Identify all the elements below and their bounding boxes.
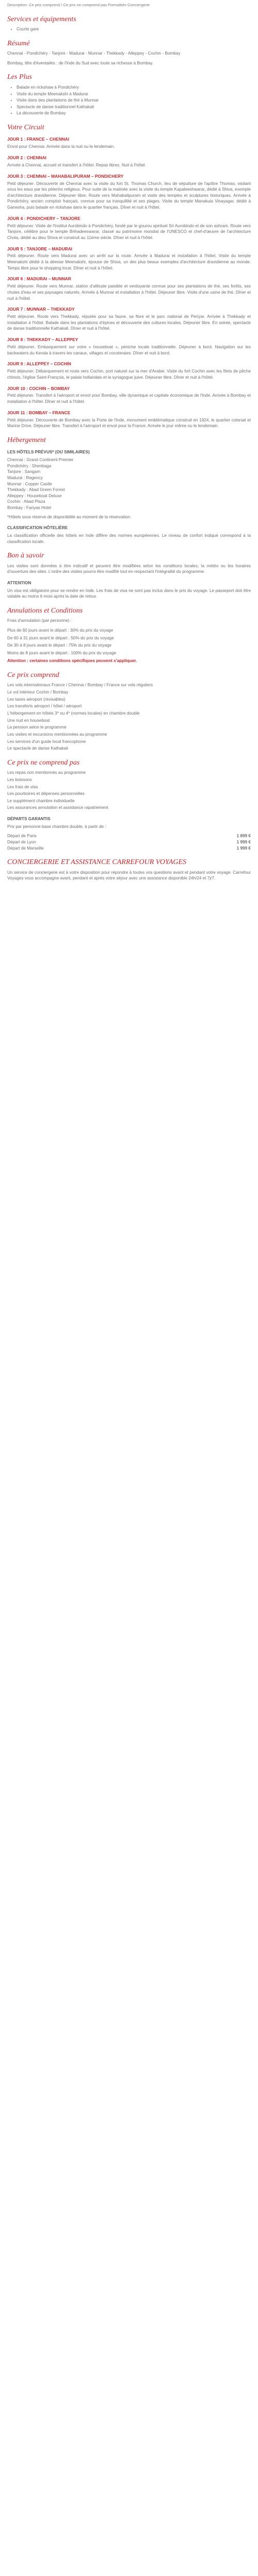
comprend-line: Une nuit en houseboat [7, 718, 50, 723]
annulation-line: Moins de 8 jours avant le départ : 100% du prix du voyage [7, 650, 117, 655]
day-desc: Petit déjeuner. Route vers Madurai avec un arrêt sur la route. Arrivée à Madurai et installation à l'hôtel. Visite du temple Meenakshi dédié à la déesse Meenakshi, épouse de Shiva, un des plus beaux exemples d'architecture dravidienne au monde. Temps libre pour le shopping local. Dîner et nuit à l'hôtel. [7, 253, 251, 270]
ne-comprend-line: Les pourboires et dépenses personnelles [7, 791, 85, 796]
annulation-line: De 60 à 31 jours avant le départ : 50% du prix du voyage [7, 635, 114, 640]
ne-comprend-list [7, 770, 251, 811]
bon-text: Les visites sont données à titre indicatif et peuvent être modifiées selon les conditions locales, la météo ou les horaires d'ouverture des sites. L'ordre des visites pourra être modifié tout en respectant l'intégralité du programme. [7, 563, 251, 574]
hotel-line: Bombay : Fariyas Hotel [7, 505, 52, 511]
price-row [7, 845, 251, 852]
attention-head: ATTENTION [7, 580, 31, 585]
hotel-line: Munnar : Copper Castle [7, 481, 52, 486]
circuit-title: Votre Circuit [7, 124, 44, 132]
conciergerie-text: Un service de conciergerie est à votre disposition pour répondre à toutes vos questions avant et pendant votre voyage. Carrefour Voyages vous accompagne avant, pendant et après votre séjour avec une assistance disponible 24h/24 et 7j/7. [7, 870, 251, 881]
resume-line: Bombay, tête d'éventailes : de l'Inde du Sud avec toute sa richesse à Bombay. [7, 60, 154, 65]
day-title: JOUR 10 : COCHIN – BOMBAY [7, 385, 70, 391]
ne-comprend-line: Les repas non mentionnés au programme [7, 770, 86, 775]
annulation-title: Annulations et Conditions [7, 606, 83, 615]
hotel-line: Madurai : Regency [7, 475, 43, 480]
ne-comprend-title: Ce prix ne comprend pas [7, 758, 80, 767]
day-desc: Petit déjeuner. Route vers Munnar, station d'altitude paisible et verdoyante connue pour ses plantations de thé, ses forêts, ses chutes d'eau et ses paysages naturels. Arrivée à Munnar et installation à l'hôtel. Déjeuner libre. Visite d'une usine de thé. Dîner et nuit à l'hôtel. [7, 284, 251, 301]
day-desc: Petit déjeuner. Route vers Thekkady, réputée pour sa faune, sa flore et le parc national de Periyar. Arrivée à Thekkady et installation à l'hôtel. Balade dans les plantations d'épices et découverte des cultures locales. Déjeuner libre. En soirée, spectacle de danse traditionnelle Kathakali. Dîner et nuit à l'hôtel. [7, 314, 251, 331]
attention-text: Un visa est obligatoire pour se rendre en Inde. Les frais de visa ne sont pas inclus dans le prix du voyage. Le passeport doit être valable au moins 6 mois après la date de retour. [7, 588, 251, 599]
comprend-line: Le vol intérieur Cochin / Bombay [7, 690, 69, 695]
services-title: Services et équipements [7, 15, 76, 23]
comprend-line: Les taxes aéroport (révisables) [7, 697, 66, 702]
day-desc: Petit déjeuner. Transfert à l'aéroport et envol pour Bombay, ville dynamique et capitale économique de l'Inde. Arrivée à Bombay et installation à l'hôtel. Dîner et nuit à l'hôtel. [7, 393, 251, 404]
price-row [7, 839, 251, 845]
day-title: JOUR 5 : TANJORE – MADURAI [7, 246, 72, 251]
comprend-line: Les vols internationaux France / Chennai / Bombay / France sur vols réguliers [7, 683, 153, 688]
ne-comprend-line: Les boissons [7, 777, 32, 782]
hotel-line: Cochin : Abad Plaza [7, 499, 45, 504]
comprend-line: Les transferts aéroport / hôtel / aéroport [7, 704, 82, 709]
price-value: 1 999 € [236, 845, 251, 851]
day-title: JOUR 4 : PONDICHERY – TANJORE [7, 215, 80, 221]
plus-item: • Visite dans des plantations de thé à Munnar [17, 97, 251, 104]
day-desc: Petit déjeuner. Découverte de Bombay avec la Porte de l'Inde, monument emblématique construit en 1924, le quartier colonial et Marine Drive. Déjeuner libre. Transfert à l'aéroport et envol pour la France. Arrivée le jour même ou le lendemain. [7, 417, 251, 429]
price-row [7, 833, 251, 839]
resume-title: Résumé [7, 39, 30, 47]
annulation-warning: Attention : certaines conditions spécifiques peuvent s'appliquer. [7, 658, 137, 664]
plus-title: Les Plus [7, 73, 32, 81]
plus-item: • Spectacle de danse traditionnel Kathakali [17, 104, 251, 110]
hotel-line: Pondichéry : Shenbaga [7, 463, 52, 468]
day-title: JOUR 3 : CHENNAI – MAHABALIPURAM – PONDICHERY [7, 173, 124, 179]
classification-head: CLASSIFICATION HÔTELIÈRE [7, 526, 68, 531]
resume-line: Chennai - Pondichéry - Tanjore - Madurai - Munnar - Thekkady - Alleppey - Cochin - Bombay [7, 51, 181, 56]
plus-item: • Balade en rickshaw à Pondichéry [17, 84, 251, 91]
annulation-list [7, 628, 251, 656]
hotels-note: *Hôtels sous réserve de disponibilité au moment de la réservation. [7, 514, 132, 519]
day-desc: Petit déjeuner. Embarquement sur votre « houseboat », péniche locale traditionnelle. Déjeuner à bord. Navigation sur les backwaters du Kerala à travers les canaux, villages et cocoteraies. Dîner et nuit à bord. [7, 345, 251, 355]
day-desc: Envol pour Chennai. Arrivée dans la nuit ou le lendemain. [7, 144, 115, 149]
day-desc: Petit déjeuner. Débarquement et route vers Cochin, port naturel sur la mer d'Arabie. Visite du fort Cochin avec les filets de pêche chinois, l'église Saint-François, le palais hollandais et la synagogue juive. Déjeuner libre. Dîner et nuit à l'hôtel. [7, 369, 251, 380]
comprend-line: Les services d'un guide local francophone [7, 739, 86, 744]
intro-text: Description: Ce prix comprend / Ce prix ne comprend pas Formalités Conciergerie [7, 3, 150, 7]
annulation-line: De 30 à 8 jours avant le départ : 75% du prix du voyage [7, 643, 112, 648]
price-note: Prix par personne base chambre double, à partir de : [7, 824, 106, 829]
price-label: Départ de Lyon [7, 840, 36, 845]
plus-item: • Visite du temple Meenakshi à Madurai [17, 91, 251, 97]
day-desc: Arrivée à Chennai, accueil et transfert à l'hôtel. Repas libres. Nuit à l'hôtel. [7, 162, 146, 167]
annulation-line: Plus de 60 jours avant le départ : 30% du prix du voyage [7, 628, 114, 633]
itinerary [7, 137, 251, 429]
comprend-line: Le spectacle de danse Kathakali [7, 746, 68, 751]
day-title: JOUR 2 : CHENNAI [7, 155, 46, 161]
hotels-head: LES HÔTELS PRÉVUS* (OU SIMILAIRES) [7, 450, 90, 455]
day-desc: Petit déjeuner. Visite de l'Institut Aurobindo à Pondichéry, fondé par le gourou spirituel Sri Aurobindo et de son ashram. Route vers Tanjore, célèbre pour le temple Brihadeeswarar, classé au patrimoine mondial de l'UNESCO et chef-d'œuvre de l'architecture Chola, dédié au dieu Shiva et construit au 11ème siècle. Dîner et nuit à l'hôtel. [7, 223, 251, 240]
bon-title: Bon à savoir [7, 552, 44, 560]
hotel-line: Tanjore : Sangam [7, 469, 41, 474]
comprend-list [7, 682, 251, 751]
day-title: JOUR 7 : MUNNAR – THEKKADY [7, 307, 75, 312]
hotel-line: Thekkady : Abad Green Forest [7, 487, 65, 493]
ne-comprend-line: Le supplément chambre individuelle [7, 798, 75, 803]
conciergerie-title: CONCIERGERIE ET ASSISTANCE CARREFOUR VOYAGES [7, 858, 187, 867]
day-title: JOUR 11 : BOMBAY – FRANCE [7, 410, 71, 415]
day-title: JOUR 1 : FRANCE – CHENNAI [7, 137, 70, 142]
comprend-title: Ce prix comprend [7, 671, 59, 680]
hebergement-title: Hébergement [7, 436, 46, 444]
comprend-line: Les visites et excursions mentionnées au programme [7, 732, 107, 737]
services-list [7, 26, 251, 32]
day-desc: Petit déjeuner. Découverte de Chennai avec la visite du fort St. Thomas Church, lieu de sépulture de l'apôtre Thomas, visitant sous les eaux par les pèlerins religieux. Pour suite de la matinée avec la visite du temple Kapaleeshwarar, dédié à Shiva, exemple d'architecture dravidienne. Déjeuner libre. Route vers Mahabalipuram et visite des temples et sculptures historiques. Arrivée à Pondichéry, ancien comptoir français, connue pour sa tranquillité et ses plages. Visite du temple Manakula Vinayagar, dédié à Ganesha, puis balade en rickshaw dans le quartier français. Dîner et nuit à l'hôtel. [7, 181, 251, 210]
ne-comprend-line: Les frais de visa [7, 784, 38, 789]
plus-item: • La découverte de Bombay [17, 110, 251, 116]
price-value: 1 999 € [236, 840, 251, 845]
classification-text: La classification officielle des hôtels en Inde diffère des normes européennes. Le niveau de confort indiqué correspond à la classification locale. [7, 533, 251, 544]
price-label: Départ de Paris [7, 834, 37, 839]
services-item: • Courte gare [17, 26, 251, 32]
day-title: JOUR 9 : ALLEPPEY – COCHIN [7, 361, 71, 367]
price-table [7, 833, 251, 851]
price-value: 1 899 € [236, 834, 251, 839]
price-label: Départ de Marseille [7, 845, 44, 851]
ne-comprend-line: Les assurances annulation et assistance rapatriement [7, 805, 108, 810]
annulation-intro: Frais d'annulation (par personne) : [7, 618, 72, 623]
comprend-line: L'hébergement en hôtels 3* ou 4* (normes locales) en chambre double [7, 711, 140, 716]
day-title: JOUR 6 : MADURAI – MUNNAR [7, 276, 71, 282]
comprend-line: La pension selon le programme [7, 725, 67, 730]
hotels-list [7, 457, 251, 511]
dates-head: DÉPARTS GARANTIS [7, 817, 51, 822]
plus-list [7, 84, 251, 116]
hotel-line: Chennai : Grand Continent Premier [7, 457, 74, 462]
hotel-line: Alleppey : Houseboat Deluxe [7, 493, 62, 498]
page [0, 0, 258, 882]
day-title: JOUR 8 : THEKKADY – ALLEPPEY [7, 337, 78, 343]
